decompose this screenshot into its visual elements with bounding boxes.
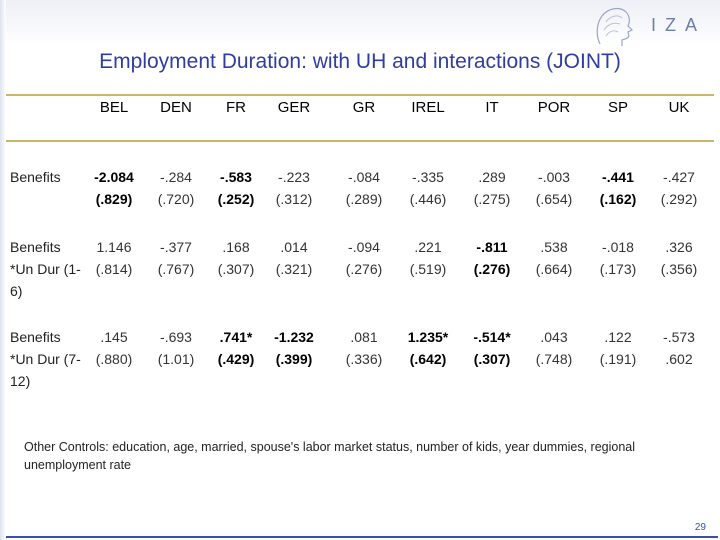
table-cell xyxy=(332,236,396,280)
standard-error-value: (.664) xyxy=(535,261,573,277)
table-cell xyxy=(647,166,711,210)
standard-error-value: (.252) xyxy=(217,191,255,207)
header-bottom-rule xyxy=(6,140,714,142)
table-cell xyxy=(82,166,146,210)
table-cell xyxy=(396,236,460,280)
coefficient-value: -.377 xyxy=(160,239,192,255)
table-cell xyxy=(460,236,524,280)
logo-text: IZA xyxy=(650,15,706,35)
standard-error-value: (.276) xyxy=(473,261,511,277)
standard-error-value: (.880) xyxy=(95,351,133,367)
left-edge-decoration xyxy=(0,0,6,540)
standard-error-value: (.275) xyxy=(473,191,511,207)
column-header: IREL xyxy=(411,99,445,116)
footer-rule xyxy=(6,536,718,538)
standard-error-value: (.399) xyxy=(275,351,313,367)
coefficient-value: -.583 xyxy=(220,169,252,185)
table-cell xyxy=(586,166,650,210)
coefficient-value: -.284 xyxy=(160,169,192,185)
coefficient-value: .538 xyxy=(540,239,568,255)
column-header: DEN xyxy=(160,99,192,116)
coefficient-value: .168 xyxy=(222,239,250,255)
table-cell xyxy=(647,236,711,280)
page-number: 29 xyxy=(694,522,706,533)
column-header: UK xyxy=(668,99,690,116)
standard-error-value: (.292) xyxy=(660,191,698,207)
standard-error-value: (.336) xyxy=(345,351,383,367)
table-cell xyxy=(144,326,208,370)
standard-error-value: (.321) xyxy=(275,261,313,277)
standard-error-value: (.814) xyxy=(95,261,133,277)
coefficient-value: .145 xyxy=(100,329,128,345)
coefficient-value: .741* xyxy=(219,329,253,345)
coefficient-value: -.003 xyxy=(538,169,570,185)
column-header: FR xyxy=(226,99,246,116)
standard-error-value: (.276) xyxy=(345,261,383,277)
table-cell xyxy=(204,166,268,210)
coefficient-value: -.573 xyxy=(663,329,695,345)
standard-error-value: (.720) xyxy=(157,191,195,207)
coefficient-value: -.018 xyxy=(602,239,634,255)
table-cell xyxy=(460,166,524,210)
table-cell xyxy=(586,326,650,370)
coefficient-value: -.427 xyxy=(663,169,695,185)
column-header: POR xyxy=(537,99,571,116)
column-header: GR xyxy=(352,99,376,116)
column-header: SP xyxy=(607,99,628,116)
coefficient-value: -.514* xyxy=(473,329,511,345)
standard-error-value: (.519) xyxy=(409,261,447,277)
column-header: IT xyxy=(485,99,499,116)
coefficient-value: .221 xyxy=(414,239,442,255)
coefficient-value: .014 xyxy=(280,239,308,255)
table-cell xyxy=(522,166,586,210)
coefficient-value: .122 xyxy=(604,329,632,345)
standard-error-value: (.654) xyxy=(535,191,573,207)
coefficient-value: -2.084 xyxy=(94,169,134,185)
standard-error-value: (.162) xyxy=(599,191,637,207)
table-cell xyxy=(204,326,268,370)
table-cell xyxy=(262,166,326,210)
column-header: GER xyxy=(277,99,311,116)
table-cell xyxy=(396,326,460,370)
table-cell xyxy=(144,166,208,210)
coefficient-value: -.811 xyxy=(476,239,508,255)
standard-error-value: (.446) xyxy=(409,191,447,207)
standard-error-value: (.829) xyxy=(95,191,133,207)
standard-error-value: (.307) xyxy=(217,261,255,277)
standard-error-value: (.191) xyxy=(599,351,637,367)
slide-title: Employment Duration: with UH and interactions (JOINT) xyxy=(99,50,621,73)
table-cell xyxy=(332,166,396,210)
table-cell xyxy=(204,236,268,280)
table-cell xyxy=(522,326,586,370)
row-label: Benefits xyxy=(10,169,61,185)
header-top-rule xyxy=(6,94,714,96)
standard-error-value: (.642) xyxy=(409,351,447,367)
standard-error-value: .602 xyxy=(665,351,693,367)
coefficient-value: -.094 xyxy=(348,239,380,255)
coefficient-value: -1.232 xyxy=(274,329,314,345)
table-cell xyxy=(82,326,146,370)
standard-error-value: (.748) xyxy=(535,351,573,367)
table-cell xyxy=(262,236,326,280)
coefficient-value: .081 xyxy=(350,329,378,345)
coefficient-value: -.693 xyxy=(160,329,192,345)
coefficient-value: .326 xyxy=(665,239,693,255)
standard-error-value: (.429) xyxy=(217,351,255,367)
standard-error-value: (.312) xyxy=(275,191,313,207)
table-cell xyxy=(460,326,524,370)
coefficient-value: .043 xyxy=(540,329,568,345)
standard-error-value: (1.01) xyxy=(157,351,195,367)
table-cell xyxy=(144,236,208,280)
standard-error-value: (.173) xyxy=(599,261,637,277)
coefficient-value: -.223 xyxy=(278,169,310,185)
standard-error-value: (.767) xyxy=(157,261,195,277)
coefficient-value: 1.146 xyxy=(96,239,132,255)
table-cell xyxy=(82,236,146,280)
row-label: Benefits *Un Dur (7-12) xyxy=(10,329,81,389)
footnote: Other Controls: education, age, married, spouse's labor market status, number of kids, year dummies, regional unemployment rate xyxy=(24,440,636,472)
coefficient-value: .289 xyxy=(478,169,506,185)
table-cell xyxy=(396,166,460,210)
standard-error-value: (.356) xyxy=(660,261,698,277)
table-cell xyxy=(647,326,711,370)
row-label: Benefits *Un Dur (1-6) xyxy=(10,239,81,299)
standard-error-value: (.307) xyxy=(473,351,511,367)
coefficient-value: -.084 xyxy=(348,169,380,185)
coefficient-value: -.335 xyxy=(412,169,444,185)
column-header: BEL xyxy=(99,99,129,116)
table-cell xyxy=(586,236,650,280)
standard-error-value: (.289) xyxy=(345,191,383,207)
coefficient-value: -.441 xyxy=(602,169,634,185)
table-cell xyxy=(262,326,326,370)
table-cell xyxy=(332,326,396,370)
coefficient-value: 1.235* xyxy=(407,329,449,345)
table-cell xyxy=(522,236,586,280)
